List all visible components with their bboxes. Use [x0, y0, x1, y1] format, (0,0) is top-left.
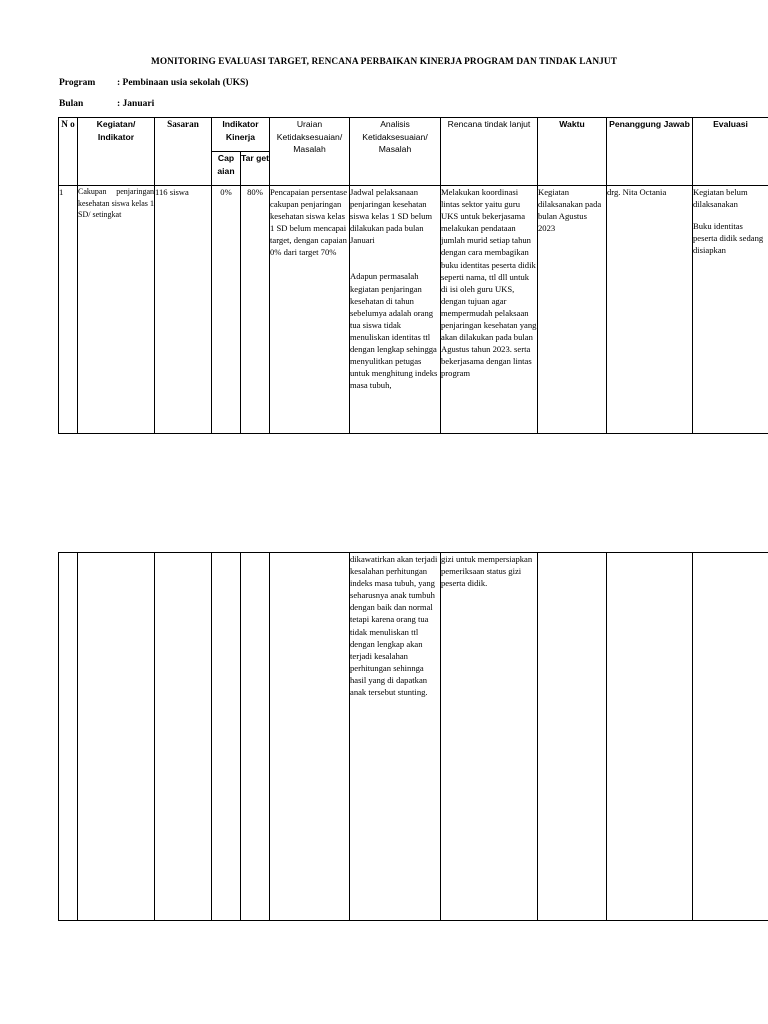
header-analisis: Analisis Ketidaksesuaian/ Masalah: [350, 118, 441, 186]
cont-rencana: gizi untuk mempersiapkan pemeriksaan status gizi peserta didik.: [441, 553, 538, 921]
header-capaian: Cap aian: [212, 152, 241, 186]
cont-kegiatan: [78, 553, 155, 921]
cont-target: [241, 553, 270, 921]
cont-analisis: dikawatirkan akan terjadi kesalahan perhitungan indeks masa tubuh, yang seharusnya anak tumbuh dengan baik dan normal tetapi karena orang tua tidak menuliskan ttl dengan lengkap akan terjadi kesalahan perhitungan sehinnga hasil yang di dapatkan anak tersebut stunting.: [350, 553, 441, 921]
row-no: 1: [59, 186, 78, 434]
program-value: : Pembinaan usia sekolah (UKS): [117, 78, 249, 88]
row-rencana: Melakukan koordinasi lintas sektor yaitu guru UKS untuk bekerjasama melakukan pendataan jumlah murid setiap tahun dengan cara membagikan buku identitas peserta didik seperti nama, ttl dll untuk di isi oleh guru UKS, dengan tujuan agar mempermudah pelaksaan penjaringan kesehatan yang akan dilakukan pada bulan Agustus tahun 2023. serta bekerjasama dengan lintas program: [441, 186, 538, 434]
row-target: 80%: [241, 186, 270, 434]
monitoring-table: [58, 117, 768, 434]
analisis-paragraph-1: Jadwal pelaksanaan penjaringan kesehatan siswa kelas 1 SD belum dilakukan pada bulan Januari: [350, 187, 433, 246]
table-row: [59, 186, 768, 434]
header-target: Tar get: [241, 152, 270, 186]
header-rencana: Rencana tindak lanjut: [441, 118, 538, 186]
header-indikator: Indikator Kinerja: [212, 118, 270, 152]
cont-no: [59, 553, 78, 921]
program-label: Program: [59, 78, 96, 88]
header-no: N o: [59, 118, 78, 186]
cont-uraian: [270, 553, 350, 921]
row-evaluasi: [693, 186, 768, 434]
header-kegiatan: Kegiatan/ Indikator: [78, 118, 155, 186]
document-title: MONITORING EVALUASI TARGET, RENCANA PERBAIKAN KINERJA PROGRAM DAN TINDAK LANJUT: [150, 57, 618, 67]
header-uraian: Uraian Ketidaksesuaian/ Masalah: [270, 118, 350, 186]
bulan-value: : Januari: [117, 99, 155, 109]
cont-capaian: [212, 553, 241, 921]
header-waktu: Waktu: [538, 118, 607, 186]
row-penanggung: drg. Nita Octania: [607, 186, 693, 434]
cont-sasaran: [155, 553, 212, 921]
cont-evaluasi: [693, 553, 768, 921]
header-penanggung: Penanggung Jawab: [607, 118, 693, 186]
header-sasaran: Sasaran: [155, 118, 212, 186]
cont-penanggung: [607, 553, 693, 921]
row-sasaran: 116 siswa: [155, 186, 212, 434]
row-kegiatan: Cakupan penjaringan kesehatan siswa kelas 1 SD/ setingkat: [78, 186, 155, 434]
row-analisis: [350, 186, 441, 434]
row-uraian: Pencapaian persentase cakupan penjaringan kesehatan siswa kelas 1 SD belum mencapai target, dengan capaian 0% dari target 70%: [270, 186, 350, 434]
evaluasi-paragraph-1: Kegiatan belum dilaksanakan: [693, 187, 748, 210]
table-row: [59, 553, 768, 921]
bulan-line: [59, 99, 154, 109]
monitoring-table-continuation: [58, 552, 768, 921]
program-line: [59, 78, 248, 88]
evaluasi-paragraph-2: Buku identitas peserta didik sedang disiapkan: [693, 221, 764, 256]
analisis-paragraph-2: Adapun permasalah kegiatan penjaringan kesehatan di tahun sebelumya adalah orang tua siswa tidak menuliskan identitas ttl dengan lengkap sehingga menyulitkan petugas untuk menghitung indeks masa tubuh,: [350, 271, 438, 391]
cont-waktu: [538, 553, 607, 921]
row-capaian: 0%: [212, 186, 241, 434]
row-waktu: Kegiatan dilaksanakan pada bulan Agustus 2023: [538, 186, 607, 434]
bulan-label: Bulan: [59, 99, 84, 109]
header-evaluasi: Evaluasi: [693, 118, 768, 186]
